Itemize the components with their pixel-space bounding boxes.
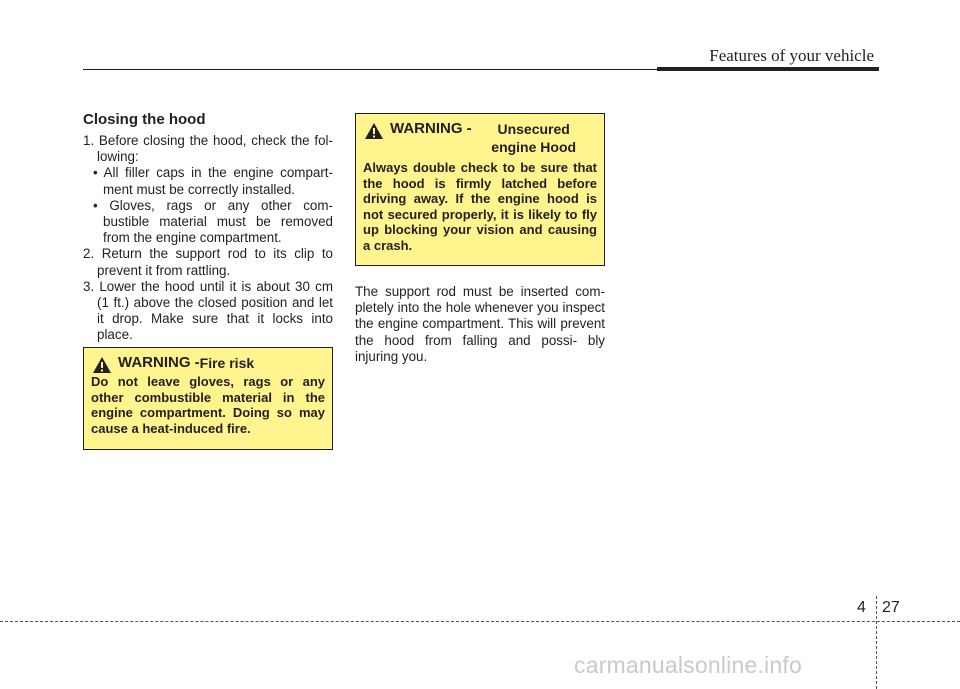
warning-body: Do not leave gloves, rags or any other combustible material in the engine compartment. Doing so may cause a heat-induced fire. (91, 374, 325, 436)
warning-fire-risk-box (83, 347, 333, 450)
watermark: carmanualsonline.info (574, 652, 802, 678)
bullet-combustibles: • Gloves, rags or any other com- bustible material must be removed from the engine compartment. (93, 197, 333, 246)
header-rule-accent (657, 67, 879, 71)
warning-subject: Unsecured engine Hood (491, 121, 577, 155)
page-number: 27 (882, 599, 900, 616)
section-heading: Closing the hood (83, 111, 206, 128)
warning-label: WARNING - (390, 120, 472, 137)
closing-hood-section (83, 111, 333, 344)
warning-title (91, 354, 325, 374)
footer-rule (0, 621, 960, 622)
support-rod-paragraph: The support rod must be inserted com- pletely into the hole whenever you inspect the engine compartment. This will prevent the hood from falling and possi- bly injuring you. (355, 284, 605, 364)
step-1: 1. Before closing the hood, check the fol- lowing: (83, 133, 333, 165)
chapter-number: 4 (857, 599, 866, 616)
warning-title (363, 120, 597, 156)
warning-subject: Fire risk (199, 355, 255, 371)
page-header-title: Features of your vehicle (709, 46, 874, 65)
warning-triangle-icon (92, 356, 112, 374)
warning-label: WARNING - (118, 354, 200, 371)
bullet-filler-caps: • All filler caps in the engine compart- ment must be correctly installed. (93, 165, 333, 197)
footer-divider (876, 596, 877, 689)
step-3: 3. Lower the hood until it is about 30 cm (1 ft.) above the closed position and let it drop. Make sure that it locks into place. (83, 278, 333, 343)
warning-triangle-icon (364, 122, 384, 140)
warning-unsecured-hood-box (355, 113, 605, 266)
step-2: 2. Return the support rod to its clip to prevent it from rattling. (83, 246, 333, 278)
warning-body: Always double check to be sure that the hood is firmly latched before driving away. If the engine hood is not secured properly, it is likely to fly up blocking your vision and causing a crash. (363, 160, 597, 253)
